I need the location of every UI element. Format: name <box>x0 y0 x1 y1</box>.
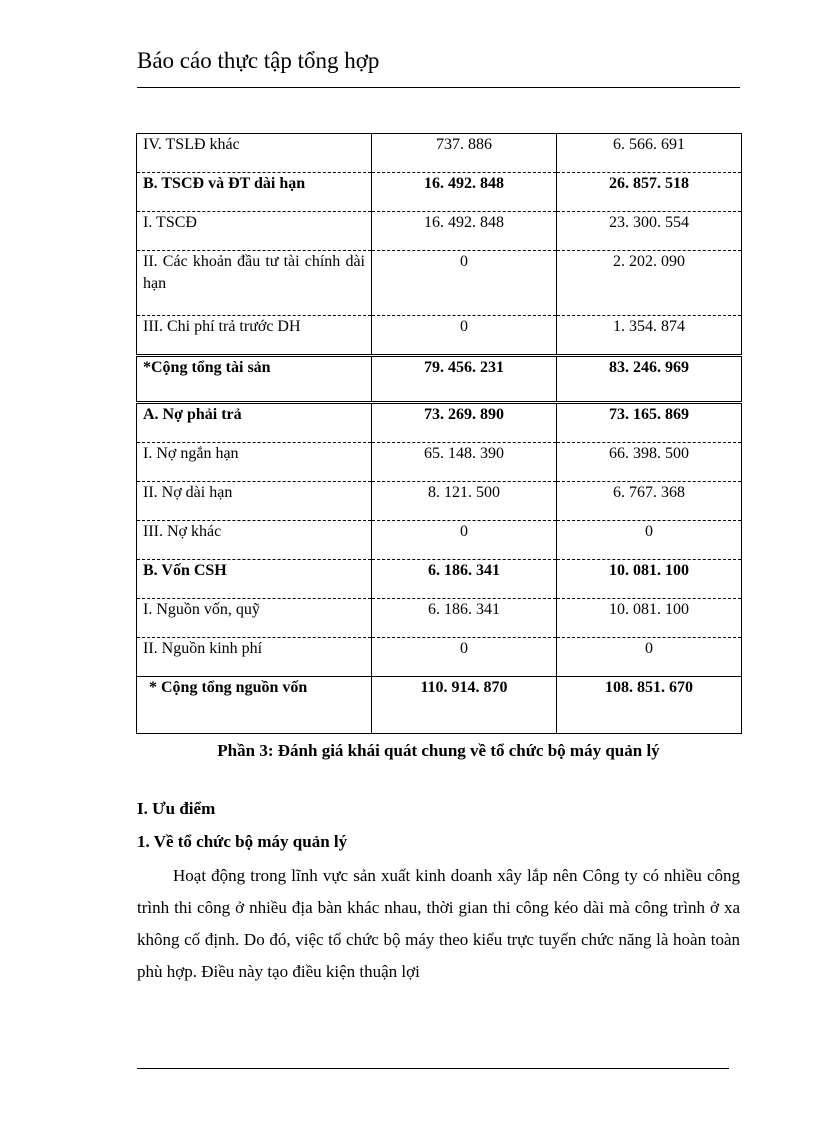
row-label: * Cộng tổng nguồn vốn <box>137 677 372 734</box>
row-label: B. TSCĐ và ĐT dài hạn <box>137 173 372 212</box>
table-row-total-capital <box>137 677 742 734</box>
row-label: IV. TSLĐ khác <box>137 134 372 173</box>
table-row-total-assets <box>137 356 742 403</box>
table-row <box>137 403 742 443</box>
table-row <box>137 173 742 212</box>
value-col2: 66. 398. 500 <box>557 443 742 482</box>
value-col1: 0 <box>372 251 557 316</box>
value-col2: 6. 767. 368 <box>557 482 742 521</box>
balance-sheet-table <box>136 133 742 734</box>
value-col1: 6. 186. 341 <box>372 599 557 638</box>
value-col2: 10. 081. 100 <box>557 599 742 638</box>
value-col2: 108. 851. 670 <box>557 677 742 734</box>
row-label: III. Chi phí trả trước DH <box>137 316 372 356</box>
value-col2: 10. 081. 100 <box>557 560 742 599</box>
value-col2: 0 <box>557 638 742 677</box>
value-col1: 0 <box>372 316 557 356</box>
section-title: Phần 3: Đánh giá khái quát chung về tổ chức bộ máy quản lý <box>217 741 660 760</box>
value-col2: 6. 566. 691 <box>557 134 742 173</box>
value-col2: 1. 354. 874 <box>557 316 742 356</box>
table-row <box>137 316 742 356</box>
row-label: I. TSCĐ <box>137 212 372 251</box>
value-col1: 0 <box>372 521 557 560</box>
table-row <box>137 212 742 251</box>
row-label: III. Nợ khác <box>137 521 372 560</box>
header-divider <box>137 87 740 88</box>
table-row <box>137 521 742 560</box>
row-label: A. Nợ phải trả <box>137 403 372 443</box>
value-col2: 23. 300. 554 <box>557 212 742 251</box>
value-col1: 6. 186. 341 <box>372 560 557 599</box>
heading-advantages: I. Ưu điểm <box>137 799 216 818</box>
value-col1: 65. 148. 390 <box>372 443 557 482</box>
value-col1: 16. 492. 848 <box>372 212 557 251</box>
value-col2: 26. 857. 518 <box>557 173 742 212</box>
value-col1: 737. 886 <box>372 134 557 173</box>
row-label: B. Vốn CSH <box>137 560 372 599</box>
table-row <box>137 482 742 521</box>
value-col1: 16. 492. 848 <box>372 173 557 212</box>
subheading-management-structure: 1. Về tổ chức bộ máy quản lý <box>137 832 348 851</box>
row-label: II. Nguồn kinh phí <box>137 638 372 677</box>
value-col2: 83. 246. 969 <box>557 356 742 403</box>
row-label: *Cộng tổng tài sản <box>137 356 372 403</box>
body-paragraph: Hoạt động trong lĩnh vực sản xuất kinh doanh xây lắp nên Công ty có nhiều công trình thi công ở nhiều địa bàn khác nhau, thời gian thi công kéo dài mà công trình ở xa không cố định. Do đó, việc tổ chức bộ máy theo kiểu trực tuyến chức năng là hoàn toàn phù hợp. Điều này tạo điều kiện thuận lợi <box>137 866 740 981</box>
table-row <box>137 599 742 638</box>
page-header-title: Báo cáo thực tập tổng hợp <box>137 48 380 73</box>
table-row <box>137 560 742 599</box>
value-col2: 73. 165. 869 <box>557 403 742 443</box>
value-col2: 2. 202. 090 <box>557 251 742 316</box>
value-col1: 79. 456. 231 <box>372 356 557 403</box>
table-row <box>137 638 742 677</box>
value-col1: 0 <box>372 638 557 677</box>
value-col1: 110. 914. 870 <box>372 677 557 734</box>
value-col1: 73. 269. 890 <box>372 403 557 443</box>
table-row <box>137 251 742 316</box>
table-row <box>137 134 742 173</box>
row-label: I. Nợ ngắn hạn <box>137 443 372 482</box>
footer-divider <box>137 1068 729 1069</box>
row-label: I. Nguồn vốn, quỹ <box>137 599 372 638</box>
value-col1: 8. 121. 500 <box>372 482 557 521</box>
value-col2: 0 <box>557 521 742 560</box>
table-row <box>137 443 742 482</box>
row-label: II. Các khoản đầu tư tài chính dài hạn <box>137 251 372 316</box>
row-label: II. Nợ dài hạn <box>137 482 372 521</box>
